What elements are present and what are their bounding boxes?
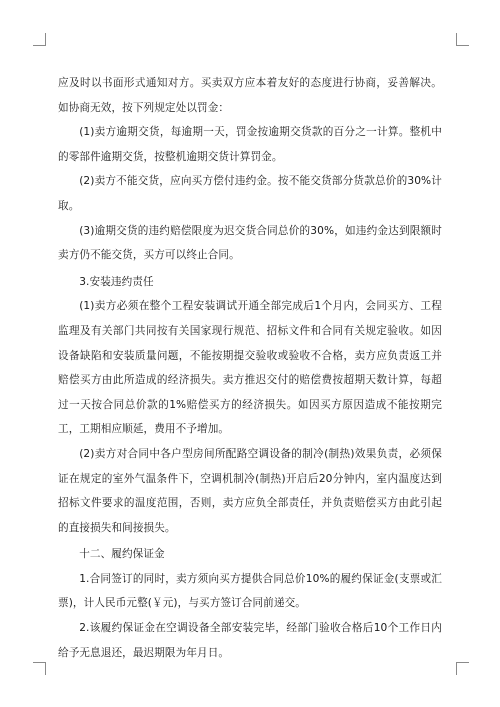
paragraph-penalty-intro: 应及时以书面形式通知对方。买卖双方应本着友好的态度进行协商，妥善解决。如协商无效，按下列规定处以罚金： bbox=[58, 77, 442, 114]
paragraph-bond-submission: 1.合同签订的同时，卖方须向买方提供合同总价10%的履约保证金(支票或汇票)，计人民币元整(￥元)，与买方签订合同前递交。 bbox=[58, 572, 442, 610]
paragraph-no-delivery: (2)卖方不能交货，应向买方偿付违约金。按不能交货部分货款总价的30%计取。 bbox=[58, 175, 442, 212]
paragraph-cooling-heating-effect: (2)卖方对合同中各户型房间所配路空调设备的制冷(制热)效果负责，必须保证在规定的室外气温条件下，空调机制冷(制热)开启后20分钟内，室内温度达到招标文件要求的温度范围，否则，卖方应负全部责任，并负责赔偿买方由此引起的直接损失和间接损失。 bbox=[58, 447, 442, 534]
paragraph-late-delivery: (1)卖方逾期交货，每逾期一天，罚金按逾期交货款的百分之一计算。整机中的零部件逾期交货，按整机逾期交货计算罚金。 bbox=[58, 126, 442, 163]
crop-mark-bottom-right bbox=[456, 662, 469, 675]
crop-mark-top-left bbox=[33, 33, 46, 46]
section-heading-installation-liability: 3.安装违约责任 bbox=[79, 275, 154, 288]
crop-mark-bottom-left bbox=[33, 662, 46, 675]
document-body bbox=[58, 71, 442, 665]
section-heading-performance-bond: 十二、履约保证金 bbox=[79, 548, 165, 561]
paragraph-installation-acceptance: (1)卖方必须在整个工程安装调试开通全部完成后1个月内，会同买方、工程监理及有关部门共同按有关国家现行规范、招标文件和合同有关规定验收。如因设备缺陷和安装质量问题，不能按期提交验收或验收不合格，卖方应负责返工并赔偿买方由此所造成的经济损失。卖方推迟交付的赔偿费按超期天数计算，每超过一天按合同总价款的1%赔偿买方的经济损失。如因买方原因造成不能按期完工，工期相应顺延，费用不予增加。 bbox=[58, 300, 442, 436]
paragraph-compensation-limit: (3)逾期交货的违约赔偿限度为迟交货合同总价的30%，如违约金达到限额时卖方仍不能交货，买方可以终止合同。 bbox=[58, 224, 442, 262]
paragraph-bond-refund: 2.该履约保证金在空调设备全部安装完毕，经部门验收合格后10个工作日内给予无息退还，最迟期限为年月日。 bbox=[58, 622, 442, 659]
crop-mark-top-right bbox=[456, 33, 469, 46]
